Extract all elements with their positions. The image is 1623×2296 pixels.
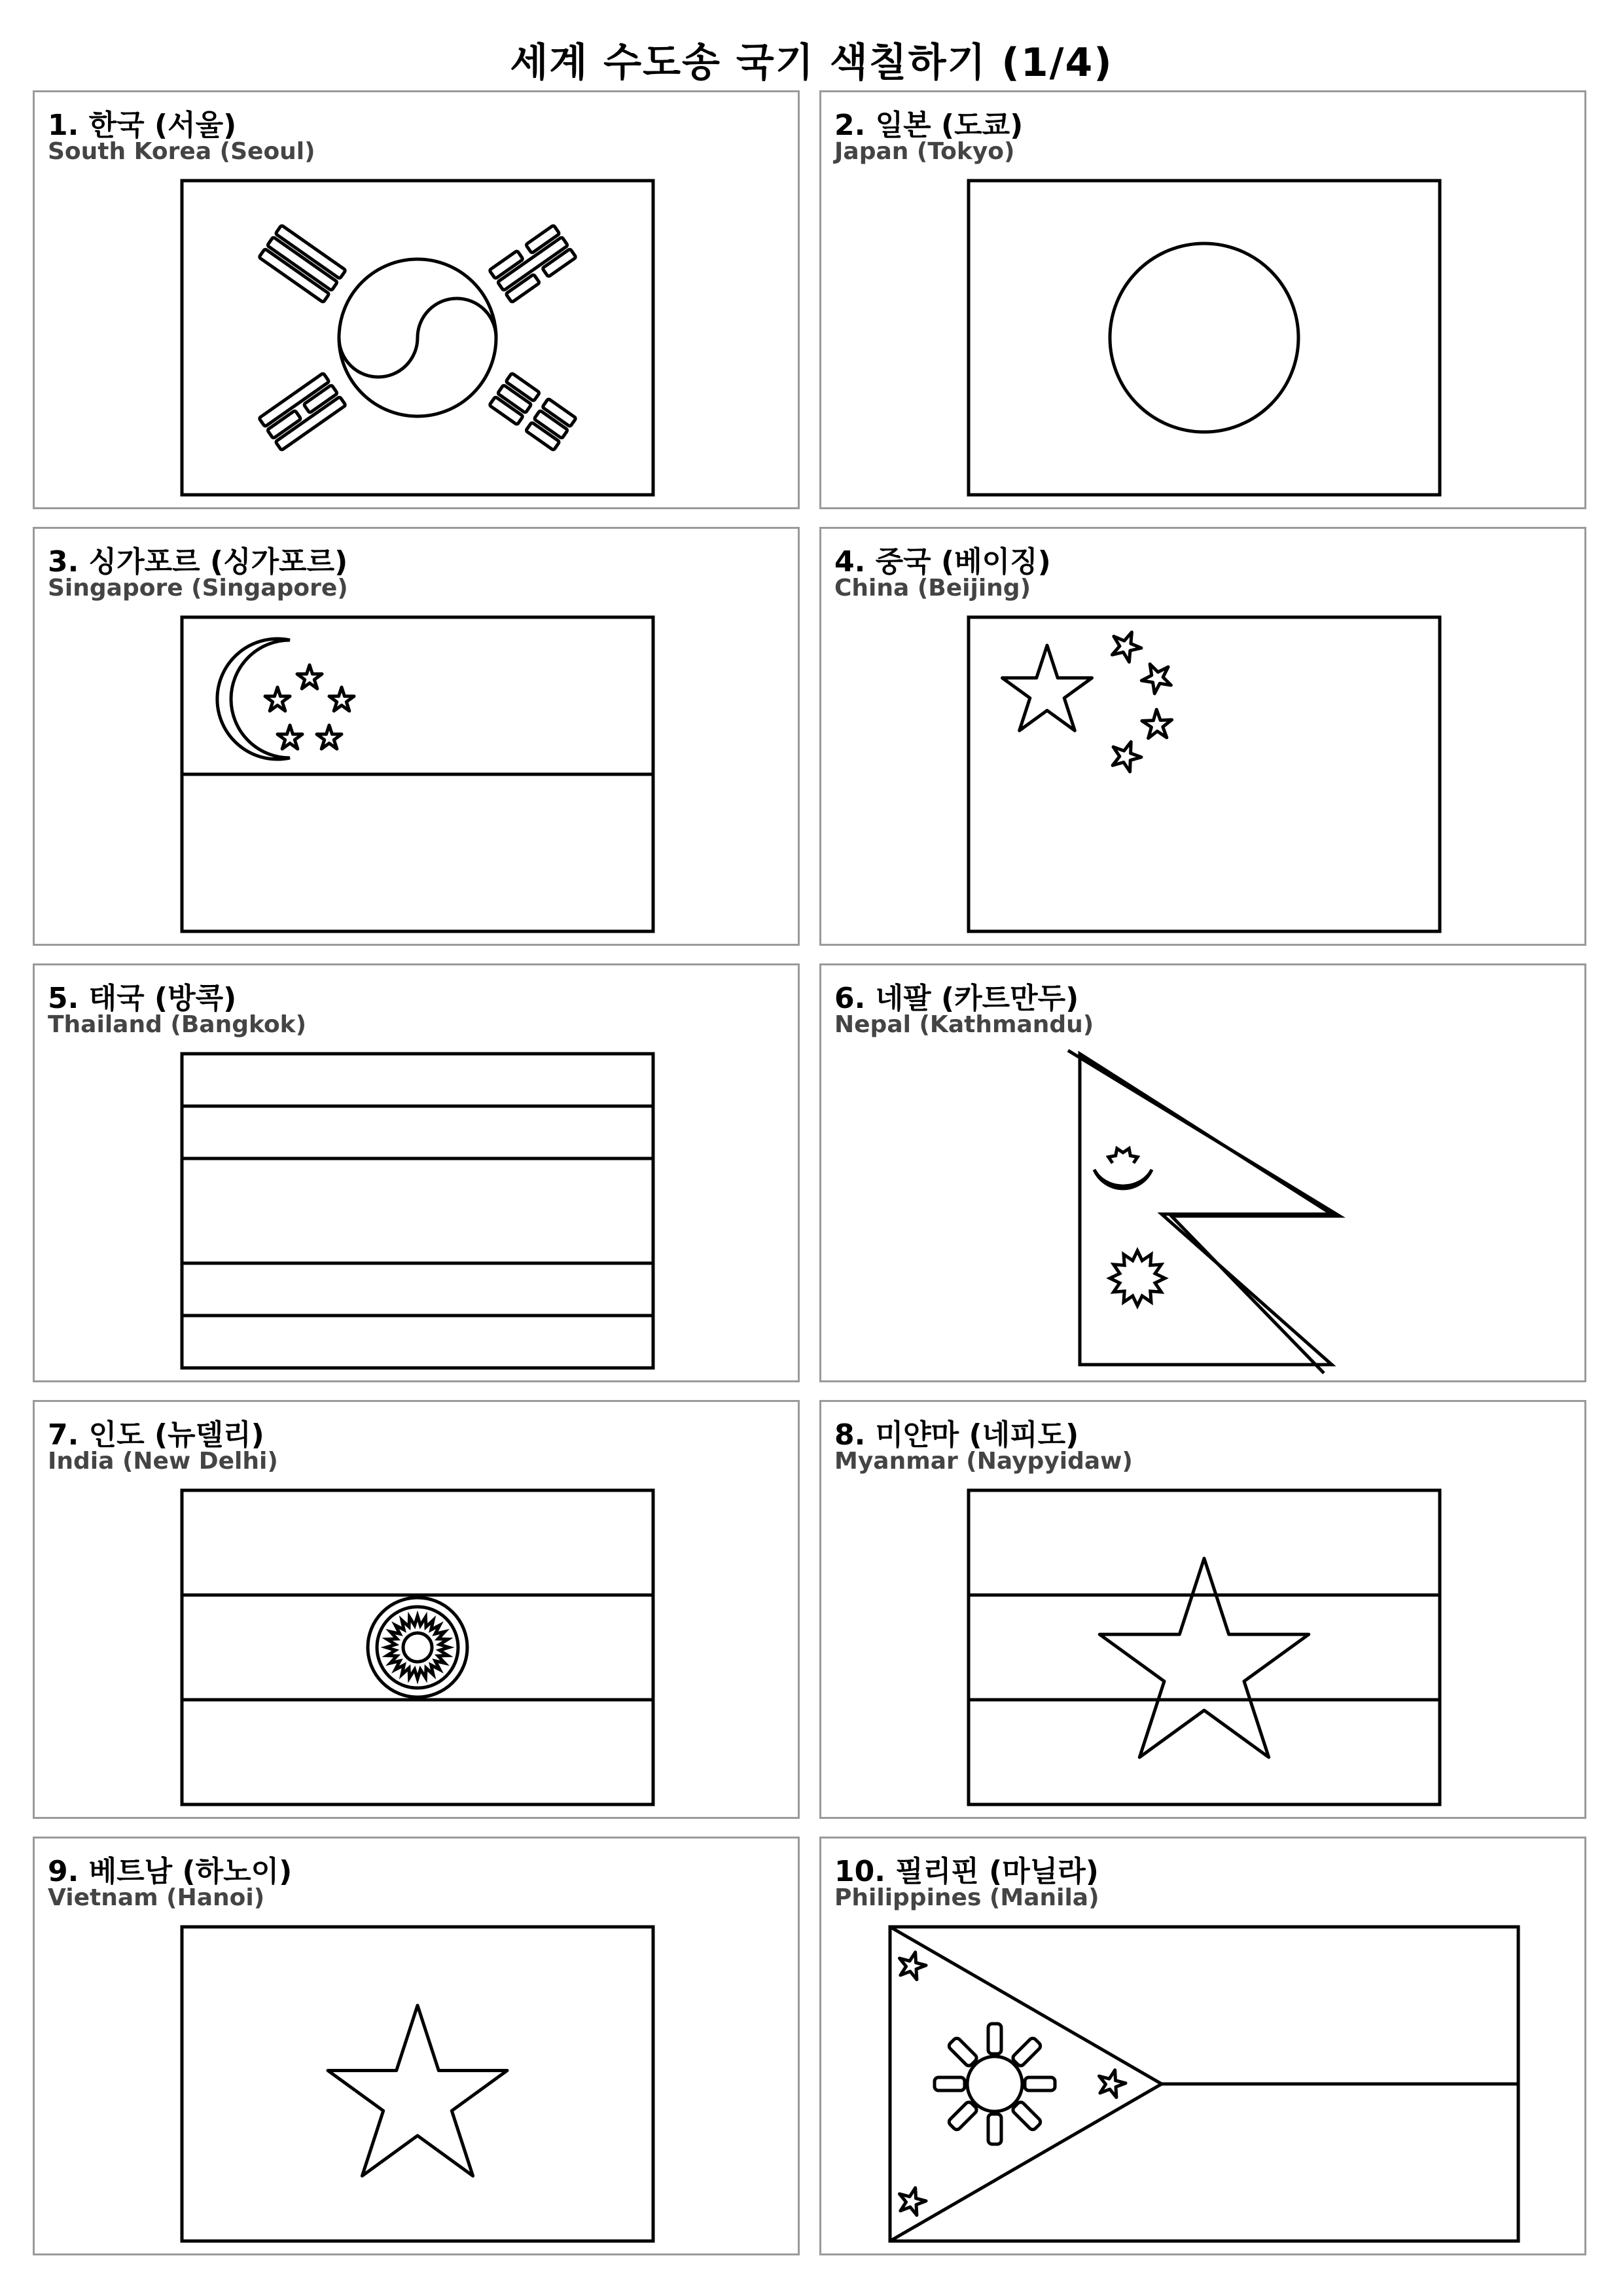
card-title-english: Nepal (Kathmandu) <box>834 1011 1094 1038</box>
star-icon <box>900 2188 927 2215</box>
card-title-korean: 4. 중국 (베이징) <box>834 545 1051 579</box>
flag-card-japan <box>819 90 1586 509</box>
card-title-korean: 6. 네팔 (카트만두) <box>834 982 1079 1015</box>
card-title-korean: 3. 싱가포르 (싱가포르) <box>48 545 348 579</box>
singapore-flag-icon <box>35 529 802 948</box>
sun-ray-icon <box>948 2037 978 2068</box>
flag-card-nepal <box>819 963 1586 1382</box>
moon-icon <box>1109 1149 1137 1163</box>
nepal-flag-icon <box>821 965 1588 1384</box>
card-title-korean: 10. 필리핀 (마닐라) <box>834 1855 1099 1888</box>
card-title-english: Vietnam (Hanoi) <box>48 1884 265 1911</box>
star-icon <box>1099 1558 1309 1757</box>
flag-card-india <box>33 1400 800 1819</box>
thailand-flag-icon <box>35 965 802 1384</box>
flag-card-china <box>819 527 1586 946</box>
star-icon <box>317 725 342 749</box>
card-title-english: India (New Delhi) <box>48 1448 278 1475</box>
card-title-korean: 8. 미얀마 (네피도) <box>834 1418 1079 1452</box>
card-title-korean: 5. 태국 (방콕) <box>48 982 237 1015</box>
card-title-english: Singapore (Singapore) <box>48 575 348 601</box>
star-icon <box>1112 632 1141 662</box>
sun-ray-icon <box>988 2024 1001 2054</box>
flag-card-south-korea <box>33 90 800 509</box>
sun-ray-icon <box>1025 2077 1055 2090</box>
card-title-korean: 7. 인도 (뉴델리) <box>48 1418 264 1452</box>
star-icon <box>1142 709 1172 738</box>
page-title: 세계 수도송 국기 색칠하기 (1/4) <box>510 40 1113 86</box>
philippines-flag-icon <box>821 1839 1588 2257</box>
star-icon <box>277 725 302 749</box>
card-title-korean: 1. 한국 (서울) <box>48 109 237 142</box>
card-title-english: South Korea (Seoul) <box>48 138 315 165</box>
star-icon <box>1003 645 1092 730</box>
star-icon <box>328 2005 507 2176</box>
sun-ray-icon <box>948 2100 978 2131</box>
flag-card-philippines <box>819 1837 1586 2255</box>
card-title-english: China (Beijing) <box>834 575 1031 601</box>
star-icon <box>329 687 354 711</box>
sun-ray-icon <box>935 2077 965 2090</box>
star-icon <box>900 1952 927 1980</box>
star-icon <box>1099 2070 1126 2098</box>
star-icon <box>1141 664 1171 694</box>
china-flag-icon <box>821 529 1588 948</box>
card-title-english: Thailand (Bangkok) <box>48 1011 307 1038</box>
flag-card-singapore <box>33 527 800 946</box>
sun-icon <box>1110 1251 1165 1306</box>
vietnam-flag-icon <box>35 1839 802 2257</box>
sun-ray-icon <box>988 2114 1001 2144</box>
flag-card-thailand <box>33 963 800 1382</box>
sun-ray-icon <box>1011 2037 1042 2068</box>
flag-card-vietnam <box>33 1837 800 2255</box>
south-korea-flag-icon <box>35 92 802 511</box>
star-icon <box>297 665 322 689</box>
star-icon <box>265 687 290 711</box>
ashoka-chakra-icon <box>386 1616 449 1679</box>
flag-card-myanmar <box>819 1400 1586 1819</box>
sun-ray-icon <box>1011 2100 1042 2131</box>
card-title-english: Myanmar (Naypyidaw) <box>834 1448 1133 1475</box>
card-title-korean: 2. 일본 (도쿄) <box>834 109 1024 142</box>
card-title-english: Philippines (Manila) <box>834 1884 1099 1911</box>
star-icon <box>1113 742 1141 772</box>
card-title-korean: 9. 베트남 (하노이) <box>48 1855 293 1888</box>
card-title-english: Japan (Tokyo) <box>834 138 1015 165</box>
japan-flag-icon <box>821 92 1588 511</box>
myanmar-flag-icon <box>821 1402 1588 1821</box>
india-flag-icon <box>35 1402 802 1821</box>
